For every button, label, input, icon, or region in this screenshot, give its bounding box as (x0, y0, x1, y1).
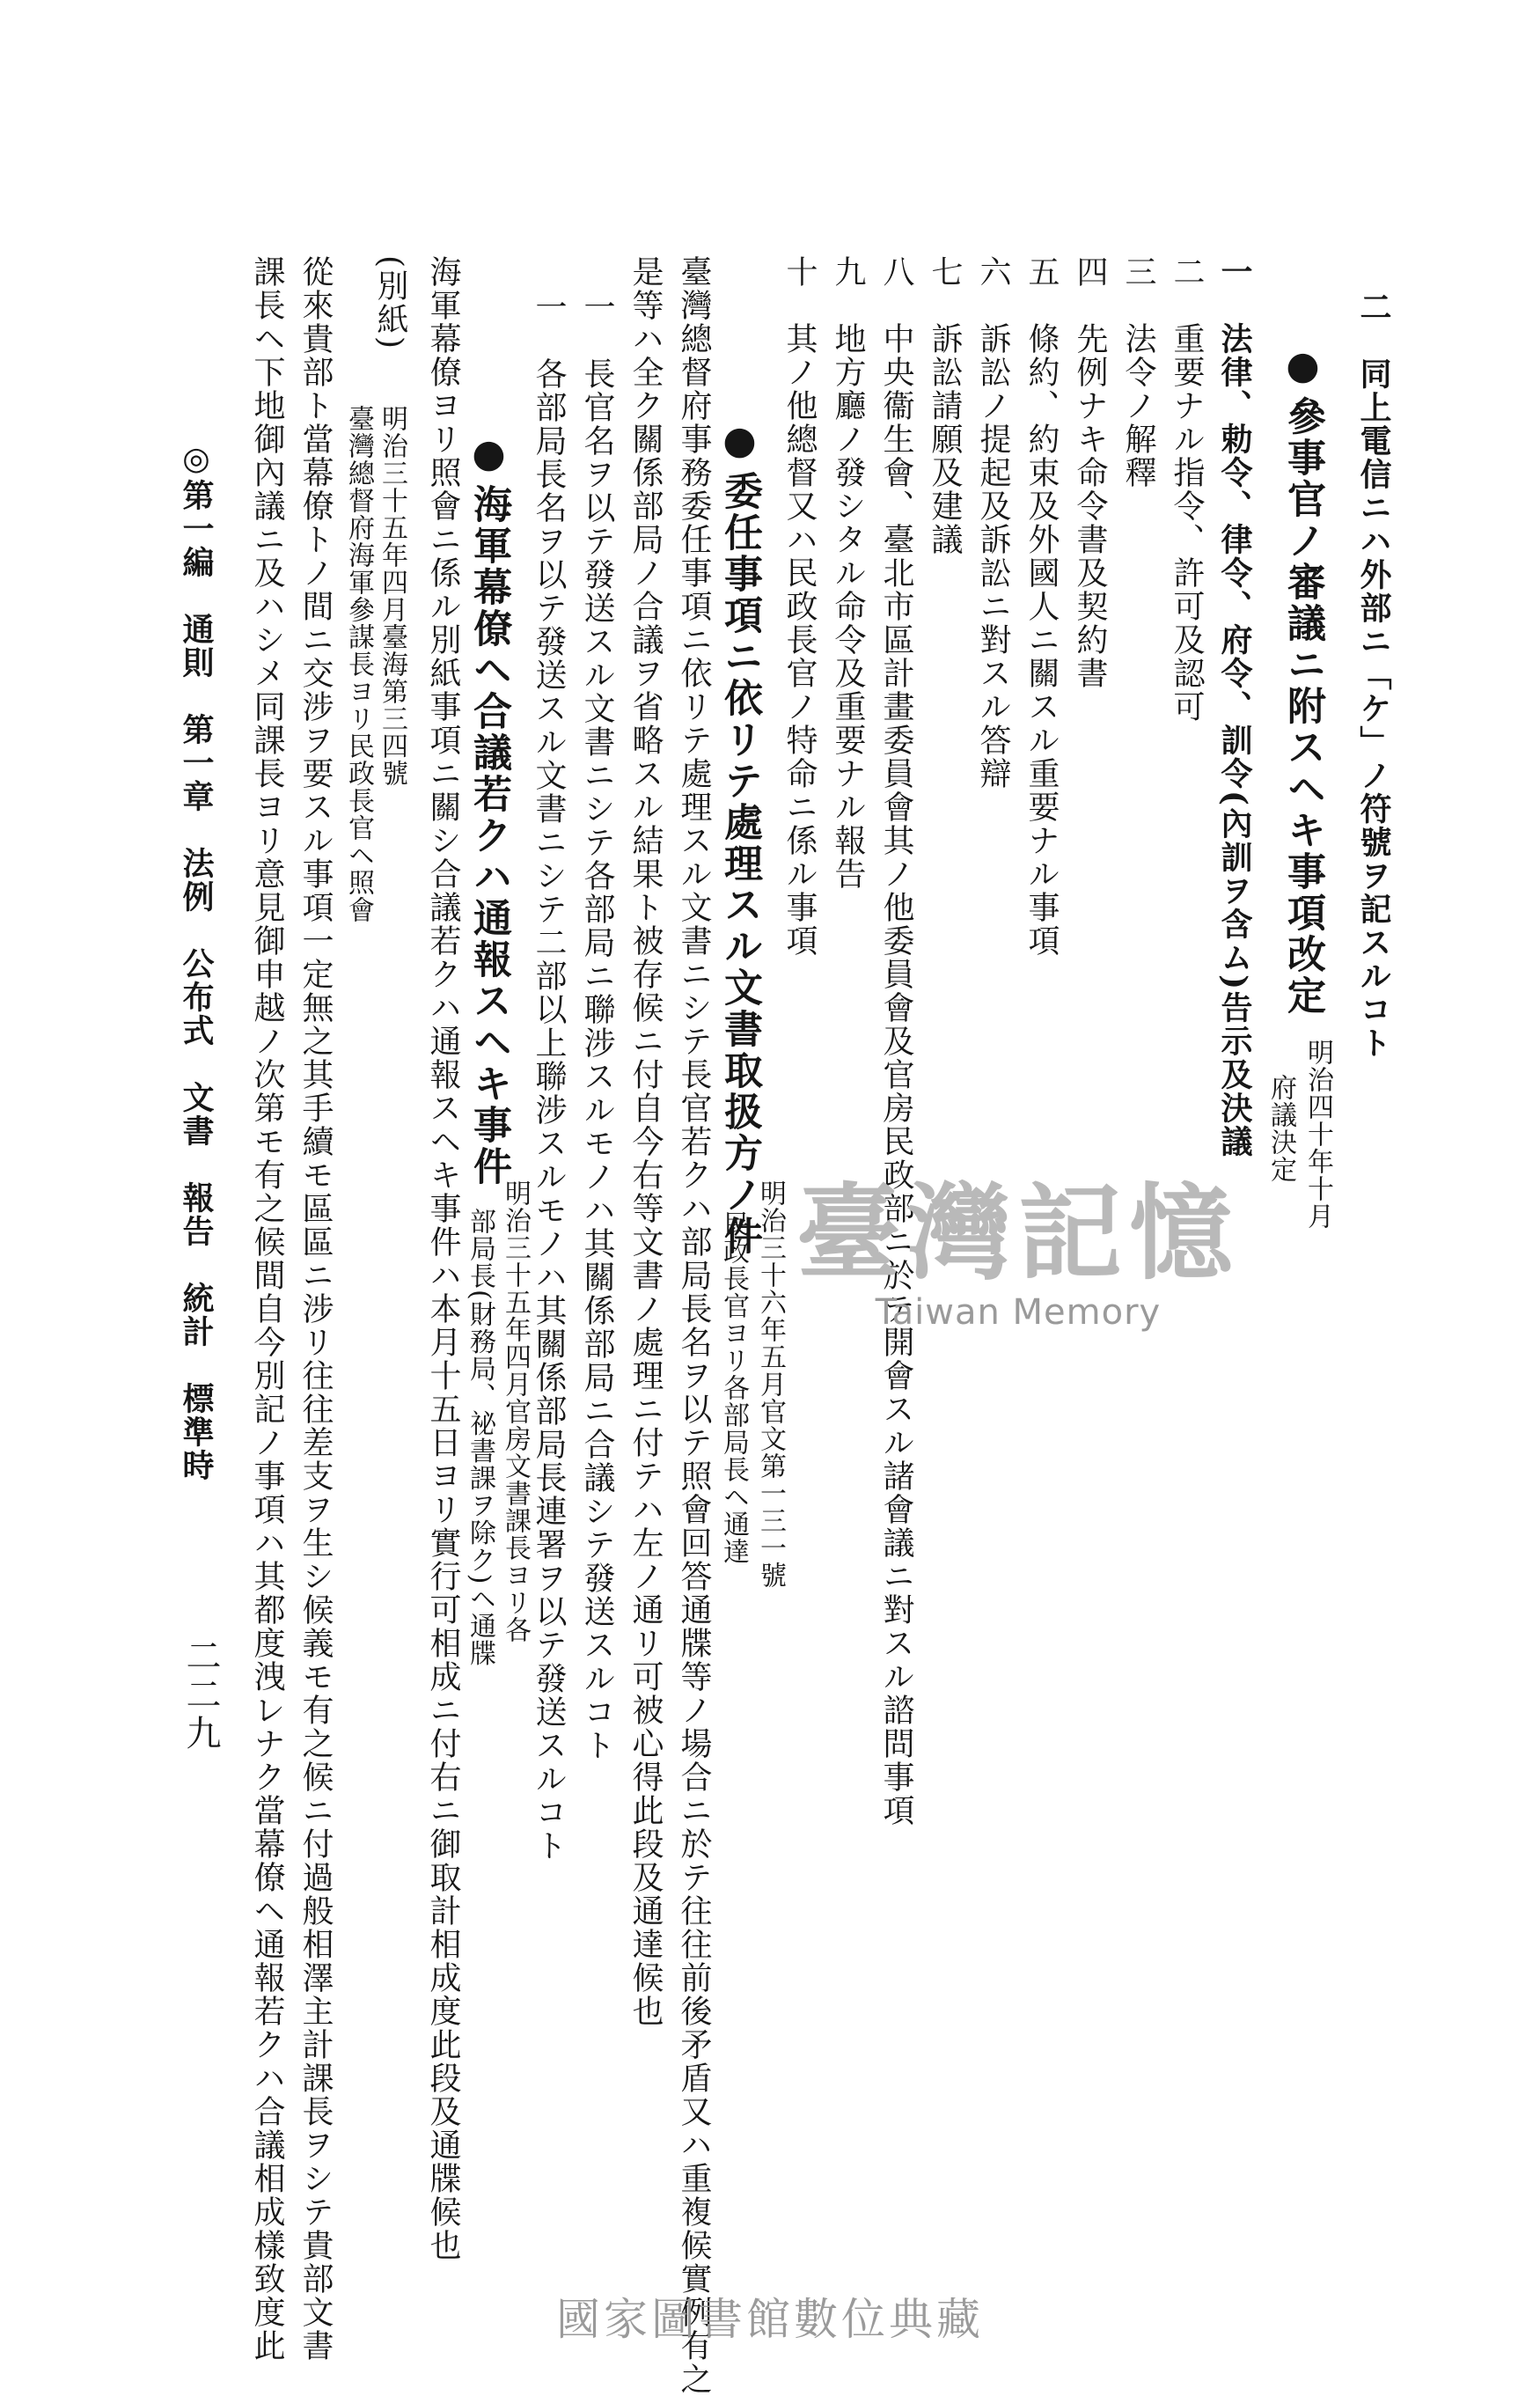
paragraph-5: 課長ヘ下地御內議ニ及ハシメ同課長ヨリ意見御申越ノ次第モ有之候間自今別記ノ事項ハ其都度洩レナク當幕僚ヘ通報若クハ合議相成樣致度此 (249, 255, 285, 2363)
heading-2-issuer: 民政長官ヨリ各部局長ヘ通達 (718, 1210, 749, 1565)
paragraph-4: 從來貴部ト當幕僚トノ間ニ交涉ヲ要スル事項一定無之其手續モ區區ニ涉リ往往差支ヲ生シ候義モ有之候ニ付過般相澤主計課長ヲシテ貴部文書 (297, 255, 334, 2363)
item-8: 八 中央衞生會、臺北市區計畫委員會其ノ他委員會及官房民政部ニ於テ開會スル諸會議ニ對スル諮問事項 (878, 255, 914, 1827)
item-3: 三 法令ノ解釋 (1120, 255, 1156, 489)
heading-3-recipients: 部局長(財務局、祕書課ヲ除ク)ヘ通牒 (465, 1208, 495, 1667)
item-10: 十 其ノ他總督又ハ民政長官ノ特命ニ係ル事項 (781, 255, 818, 958)
heading-1-decision: 府議決定 (1265, 1074, 1296, 1183)
watermark (796, 1172, 1241, 1333)
item-6: 六 訴訟ノ提起及訴訟ニ對スル答辯 (975, 255, 1011, 790)
heading-2-reference: 明治三十六年五月官文第一三一號 (755, 1180, 786, 1589)
section-heading-3: ● 海軍幕僚ヘ合議若クハ通報スヘキ事件 (469, 431, 508, 1187)
page-number: 二二九 (180, 1637, 221, 1753)
text-column-1: 二 同上電信ニハ外部ニ「ケ」ノ符號ヲ記スルコト (1355, 290, 1392, 1060)
attachment-issuer: 臺灣總督府海軍參謀長ヨリ民政長官ヘ照會 (343, 405, 374, 923)
paragraph-1: 臺灣總督府事務委任事項ニ依リテ處理スル文書ニシテ長官若クハ部局長名ヲ以テ照會回答通牒等ノ場合ニ於テ往往前後矛盾又ハ重複候實例有之 (676, 255, 712, 2396)
heading-3-reference: 明治三十五年四月官房文書課長ヨリ各 (500, 1180, 531, 1643)
attachment-reference: 明治三十五年四月臺海第三四號 (377, 405, 407, 787)
rule-1: 一 長官名ヲ以テ發送スル文書ニシテ各部局ニ聯涉スルモノハ其關係部局ニ合議シテ發送スルコト (579, 290, 615, 1762)
running-header: ◎第一編 通則 第一章 法例 公布式 文書 報告 統計 標準時 (178, 440, 215, 1482)
watermark-chinese: 臺灣記憶 (796, 1172, 1241, 1294)
paragraph-2: 是等ハ全ク關係部局ノ合議ヲ省略スル結果ト被存候ニ付自今右等文書ノ處理ニ付テハ左ノ通リ可被心得此段及通達候也 (627, 255, 664, 2028)
paragraph-3: 海軍幕僚ヨリ照會ニ係ル別紙事項ニ關シ合議若クハ通報スヘキ事件ハ本月十五日ヨリ實行可相成ニ付右ニ御取計相成度此段及通牒候也 (425, 255, 461, 2262)
section-heading-2: ● 委任事項ニ依リテ處理スル文書取扱方ノ件 (720, 418, 759, 1257)
heading-1-date: 明治四十年十月 (1302, 1039, 1333, 1230)
item-1: 一 法律、勅令、律令、府令、訓令(內訓ヲ含ム)告示及決議 (1216, 255, 1253, 1159)
watermark-english: Taiwan Memory (875, 1292, 1162, 1333)
attachment-label: (別紙) (372, 255, 408, 351)
item-4: 四 先例ナキ命令書及契約書 (1072, 255, 1108, 690)
item-7: 七 訴訟請願及建議 (927, 255, 963, 556)
item-2: 二 重要ナル指令、許可及認可 (1169, 255, 1205, 724)
item-5: 五 條約、約束及外國人ニ關スル重要ナル事項 (1023, 255, 1060, 958)
item-9: 九 地方廳ノ發シタル命令及重要ナル報告 (830, 255, 866, 891)
section-heading-1: ● 參事官ノ審議ニ附スヘキ事項改定 (1283, 343, 1322, 1017)
footer-collection-label: 國家圖書館數位典藏 (556, 2294, 984, 2345)
rule-2: 一 各部局長名ヲ以テ發送スル文書ニシテ二部以上聯涉スルモノハ其關係部局長連署ヲ以テ發送スルコト (531, 290, 567, 1863)
